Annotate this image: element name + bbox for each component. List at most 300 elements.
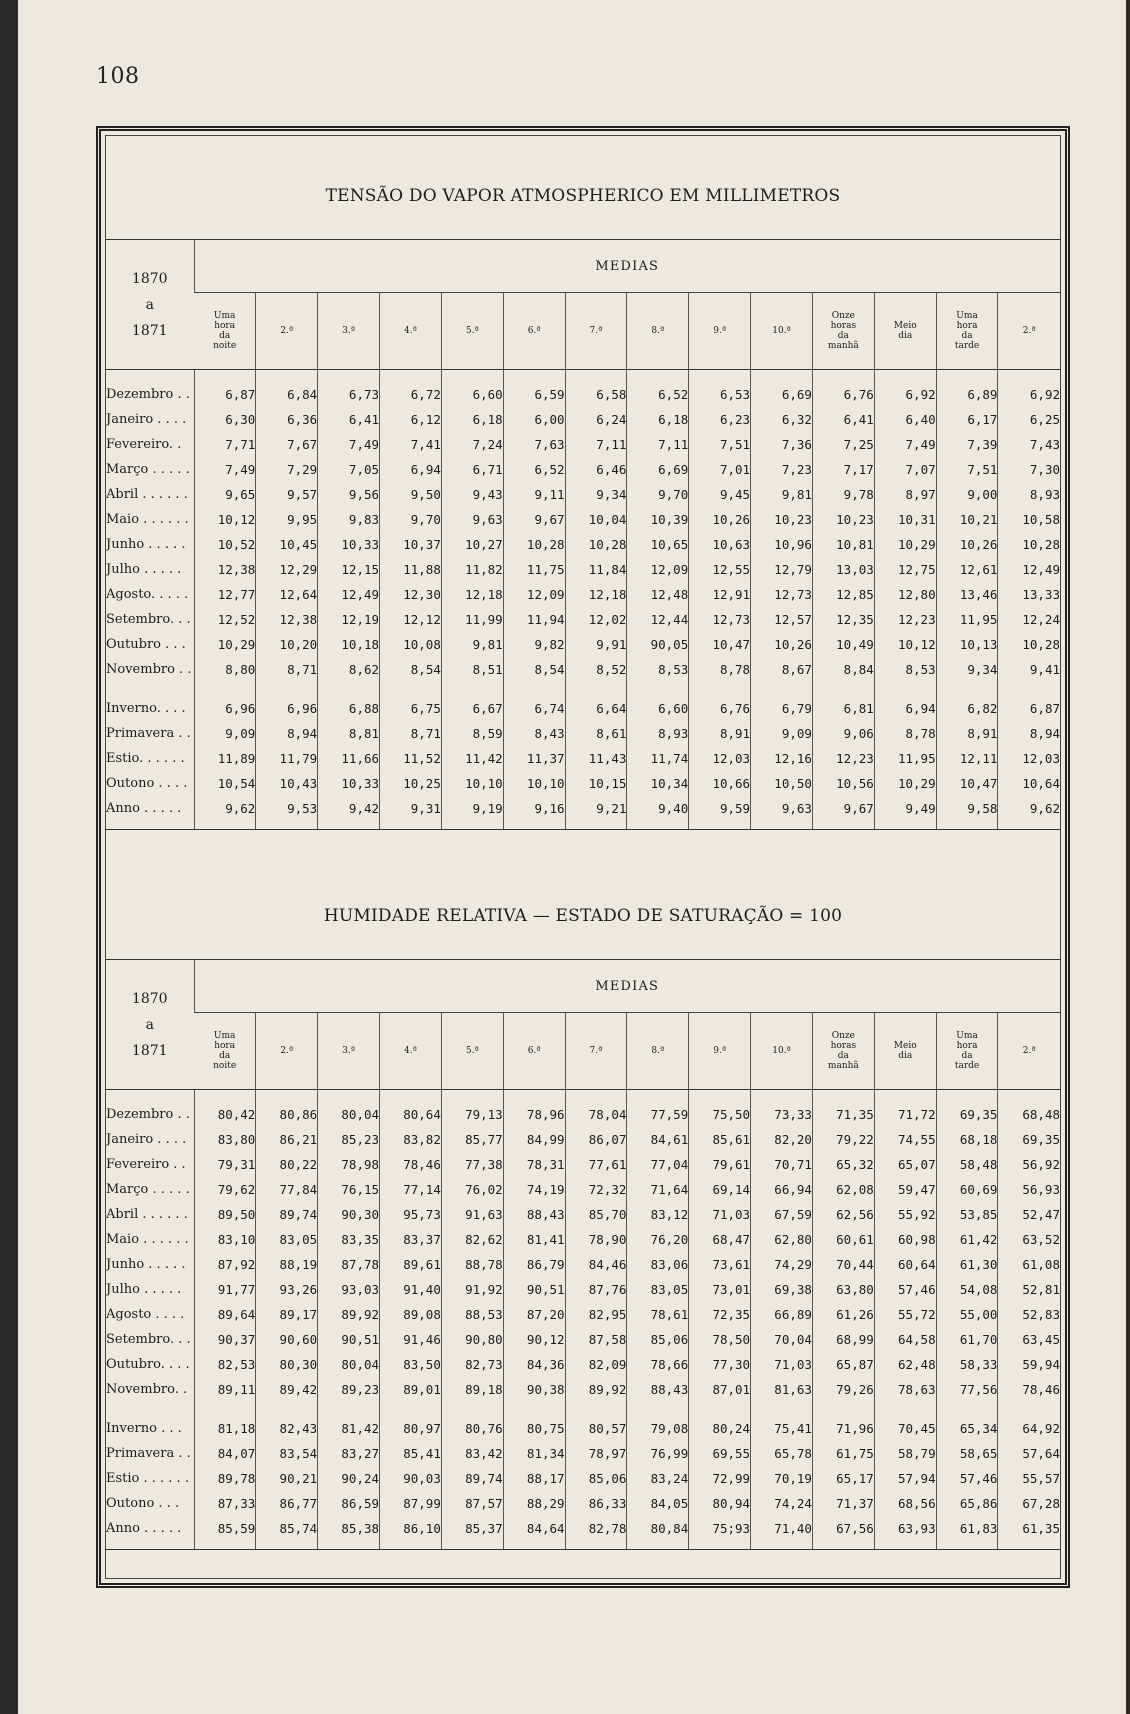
value-cell: 9,91 bbox=[565, 632, 627, 657]
value-cell: 9,70 bbox=[627, 482, 689, 507]
value-cell: 59,47 bbox=[874, 1177, 936, 1202]
value-cell: 12,49 bbox=[998, 557, 1060, 582]
value-cell: 8,53 bbox=[874, 657, 936, 682]
value-cell: 7,51 bbox=[689, 432, 751, 457]
value-cell: 8,78 bbox=[874, 721, 936, 746]
value-cell: 65,07 bbox=[874, 1152, 936, 1177]
row-label: Julho . . . . . bbox=[106, 1282, 182, 1297]
medias-header: MEDIAS bbox=[194, 960, 1060, 1013]
value-cell: 12,91 bbox=[689, 582, 751, 607]
value-cell: 9,19 bbox=[441, 796, 503, 830]
value-cell: 10,64 bbox=[998, 771, 1060, 796]
value-cell: 6,69 bbox=[627, 457, 689, 482]
value-cell: 9,67 bbox=[503, 507, 565, 532]
value-cell: 81,41 bbox=[503, 1227, 565, 1252]
value-cell: 12,12 bbox=[380, 607, 442, 632]
value-cell: 6,00 bbox=[503, 407, 565, 432]
value-cell: 89,74 bbox=[256, 1202, 318, 1227]
value-cell: 52,81 bbox=[998, 1277, 1060, 1302]
month-row bbox=[106, 1202, 1060, 1227]
value-cell: 6,36 bbox=[256, 407, 318, 432]
value-cell: 8,91 bbox=[689, 721, 751, 746]
column-header: Uma hora da noite bbox=[194, 293, 256, 370]
value-cell: 68,99 bbox=[812, 1327, 874, 1352]
value-cell: 11,42 bbox=[441, 746, 503, 771]
value-cell: 85,70 bbox=[565, 1202, 627, 1227]
value-cell: 12,57 bbox=[751, 607, 813, 632]
value-cell: 82,78 bbox=[565, 1516, 627, 1550]
value-cell: 10,26 bbox=[689, 507, 751, 532]
year-range-header bbox=[106, 240, 194, 370]
column-header: Uma hora da tarde bbox=[936, 293, 998, 370]
value-cell: 6,76 bbox=[689, 682, 751, 721]
value-cell: 6,87 bbox=[998, 682, 1060, 721]
value-cell: 85,06 bbox=[627, 1327, 689, 1352]
value-cell: 9,78 bbox=[812, 482, 874, 507]
value-cell: 10,21 bbox=[936, 507, 998, 532]
value-cell: 74,55 bbox=[874, 1127, 936, 1152]
value-cell: 8,93 bbox=[998, 482, 1060, 507]
value-cell: 60,64 bbox=[874, 1252, 936, 1277]
value-cell: 61,08 bbox=[998, 1252, 1060, 1277]
value-cell: 60,98 bbox=[874, 1227, 936, 1252]
section-title-relative-humidity: HUMIDADE RELATIVA — ESTADO DE SATURAÇÃO = 100 bbox=[323, 906, 843, 926]
value-cell: 73,01 bbox=[689, 1277, 751, 1302]
value-cell: 69,55 bbox=[689, 1441, 751, 1466]
value-cell: 12,49 bbox=[318, 582, 380, 607]
value-cell: 11,88 bbox=[380, 557, 442, 582]
value-cell: 83,12 bbox=[627, 1202, 689, 1227]
value-cell: 90,30 bbox=[318, 1202, 380, 1227]
value-cell: 68,47 bbox=[689, 1227, 751, 1252]
value-cell: 7,25 bbox=[812, 432, 874, 457]
column-header: 5.ª bbox=[441, 1013, 503, 1090]
value-cell: 6,41 bbox=[812, 407, 874, 432]
value-cell: 6,59 bbox=[503, 370, 565, 408]
row-label: Inverno. . . . bbox=[106, 701, 186, 716]
month-row bbox=[106, 1227, 1060, 1252]
column-header: Meio dia bbox=[874, 293, 936, 370]
table-frame bbox=[96, 126, 1070, 1588]
value-cell: 7,11 bbox=[565, 432, 627, 457]
medias-header: MEDIAS bbox=[194, 240, 1060, 293]
value-cell: 10,18 bbox=[318, 632, 380, 657]
value-cell: 13,33 bbox=[998, 582, 1060, 607]
value-cell: 60,69 bbox=[936, 1177, 998, 1202]
value-cell: 11,89 bbox=[194, 746, 256, 771]
value-cell: 7,49 bbox=[874, 432, 936, 457]
value-cell: 75,41 bbox=[751, 1402, 813, 1441]
value-cell: 90,38 bbox=[503, 1377, 565, 1402]
value-cell: 8,93 bbox=[627, 721, 689, 746]
value-cell: 80,22 bbox=[256, 1152, 318, 1177]
value-cell: 80,04 bbox=[318, 1352, 380, 1377]
value-cell: 10,29 bbox=[194, 632, 256, 657]
value-cell: 6,89 bbox=[936, 370, 998, 408]
row-label: Dezembro . . bbox=[106, 1107, 190, 1122]
value-cell: 9,53 bbox=[256, 796, 318, 830]
value-cell: 71,03 bbox=[751, 1352, 813, 1377]
value-cell: 83,42 bbox=[441, 1441, 503, 1466]
value-cell: 80,04 bbox=[318, 1090, 380, 1128]
value-cell: 12,29 bbox=[256, 557, 318, 582]
row-label: Junho . . . . . bbox=[106, 537, 186, 552]
value-cell: 7,23 bbox=[751, 457, 813, 482]
value-cell: 87,99 bbox=[380, 1491, 442, 1516]
year-range-start: 1870 bbox=[131, 990, 168, 1007]
row-label: Anno . . . . . bbox=[106, 1516, 194, 1550]
value-cell: 8,59 bbox=[441, 721, 503, 746]
value-cell: 83,37 bbox=[380, 1227, 442, 1252]
month-row bbox=[106, 607, 1060, 632]
value-cell: 7,43 bbox=[998, 432, 1060, 457]
value-cell: 73,61 bbox=[689, 1252, 751, 1277]
value-cell: 7,05 bbox=[318, 457, 380, 482]
row-label: Maio . . . . . . bbox=[106, 512, 189, 527]
month-row bbox=[106, 457, 1060, 482]
value-cell: 9,65 bbox=[194, 482, 256, 507]
value-cell: 10,23 bbox=[751, 507, 813, 532]
value-cell: 10,47 bbox=[689, 632, 751, 657]
value-cell: 85,61 bbox=[689, 1127, 751, 1152]
value-cell: 7,39 bbox=[936, 432, 998, 457]
year-range-end: 1871 bbox=[131, 322, 168, 339]
season-row bbox=[106, 1441, 1060, 1466]
value-cell: 79,62 bbox=[194, 1177, 256, 1202]
value-cell: 84,36 bbox=[503, 1352, 565, 1377]
value-cell: 81,42 bbox=[318, 1402, 380, 1441]
month-row bbox=[106, 632, 1060, 657]
value-cell: 79,13 bbox=[441, 1090, 503, 1128]
value-cell: 10,52 bbox=[194, 532, 256, 557]
value-cell: 82,62 bbox=[441, 1227, 503, 1252]
value-cell: 9,62 bbox=[194, 796, 256, 830]
value-cell: 91,77 bbox=[194, 1277, 256, 1302]
value-cell: 66,94 bbox=[751, 1177, 813, 1202]
value-cell: 11,75 bbox=[503, 557, 565, 582]
value-cell: 85,37 bbox=[441, 1516, 503, 1550]
value-cell: 89,18 bbox=[441, 1377, 503, 1402]
value-cell: 9,83 bbox=[318, 507, 380, 532]
value-cell: 10,28 bbox=[565, 532, 627, 557]
value-cell: 9,59 bbox=[689, 796, 751, 830]
value-cell: 80,86 bbox=[256, 1090, 318, 1128]
value-cell: 10,33 bbox=[318, 771, 380, 796]
value-cell: 89,01 bbox=[380, 1377, 442, 1402]
column-header: 2.ª bbox=[998, 1013, 1060, 1090]
value-cell: 12,38 bbox=[256, 607, 318, 632]
value-cell: 78,98 bbox=[318, 1152, 380, 1177]
row-label: Julho . . . . . bbox=[106, 562, 182, 577]
value-cell: 77,14 bbox=[380, 1177, 442, 1202]
value-cell: 79,26 bbox=[812, 1377, 874, 1402]
value-cell: 8,53 bbox=[627, 657, 689, 682]
value-cell: 70,71 bbox=[751, 1152, 813, 1177]
value-cell: 12,38 bbox=[194, 557, 256, 582]
value-cell: 82,53 bbox=[194, 1352, 256, 1377]
value-cell: 69,38 bbox=[751, 1277, 813, 1302]
value-cell: 10,25 bbox=[380, 771, 442, 796]
value-cell: 62,48 bbox=[874, 1352, 936, 1377]
year-range-sep: a bbox=[145, 1016, 154, 1033]
month-row bbox=[106, 432, 1060, 457]
value-cell: 74,29 bbox=[751, 1252, 813, 1277]
value-cell: 7,17 bbox=[812, 457, 874, 482]
value-cell: 56,93 bbox=[998, 1177, 1060, 1202]
value-cell: 76,15 bbox=[318, 1177, 380, 1202]
value-cell: 6,73 bbox=[318, 370, 380, 408]
value-cell: 11,94 bbox=[503, 607, 565, 632]
row-label: Setembro. . . bbox=[106, 1332, 191, 1347]
value-cell: 8,54 bbox=[503, 657, 565, 682]
value-cell: 12,73 bbox=[689, 607, 751, 632]
value-cell: 84,61 bbox=[627, 1127, 689, 1152]
row-label: Abril . . . . . . bbox=[106, 487, 188, 502]
row-label: Dezembro . . bbox=[106, 387, 190, 402]
value-cell: 85,06 bbox=[565, 1466, 627, 1491]
value-cell: 91,92 bbox=[441, 1277, 503, 1302]
value-cell: 83,05 bbox=[256, 1227, 318, 1252]
row-label: Estio. . . . . . bbox=[106, 751, 185, 766]
value-cell: 90,51 bbox=[503, 1277, 565, 1302]
value-cell: 77,84 bbox=[256, 1177, 318, 1202]
column-header: 9.ª bbox=[689, 293, 751, 370]
value-cell: 9,50 bbox=[380, 482, 442, 507]
value-cell: 10,47 bbox=[936, 771, 998, 796]
value-cell: 6,60 bbox=[627, 682, 689, 721]
value-cell: 82,20 bbox=[751, 1127, 813, 1152]
value-cell: 9,49 bbox=[874, 796, 936, 830]
value-cell: 6,87 bbox=[194, 370, 256, 408]
value-cell: 79,22 bbox=[812, 1127, 874, 1152]
value-cell: 90,80 bbox=[441, 1327, 503, 1352]
value-cell: 88,17 bbox=[503, 1466, 565, 1491]
value-cell: 72,32 bbox=[565, 1177, 627, 1202]
value-cell: 95,73 bbox=[380, 1202, 442, 1227]
value-cell: 61,35 bbox=[998, 1516, 1060, 1550]
value-cell: 90,37 bbox=[194, 1327, 256, 1352]
season-row bbox=[106, 771, 1060, 796]
value-cell: 58,65 bbox=[936, 1441, 998, 1466]
value-cell: 6,12 bbox=[380, 407, 442, 432]
value-cell: 78,04 bbox=[565, 1090, 627, 1128]
value-cell: 82,73 bbox=[441, 1352, 503, 1377]
value-cell: 67,59 bbox=[751, 1202, 813, 1227]
value-cell: 65,78 bbox=[751, 1441, 813, 1466]
value-cell: 89,17 bbox=[256, 1302, 318, 1327]
value-cell: 65,34 bbox=[936, 1402, 998, 1441]
value-cell: 71,35 bbox=[812, 1090, 874, 1128]
value-cell: 12,30 bbox=[380, 582, 442, 607]
row-label: Novembro . . bbox=[106, 662, 192, 677]
value-cell: 86,77 bbox=[256, 1491, 318, 1516]
row-label: Abril . . . . . . bbox=[106, 1207, 188, 1222]
value-cell: 80,42 bbox=[194, 1090, 256, 1128]
value-cell: 12,15 bbox=[318, 557, 380, 582]
value-cell: 77,59 bbox=[627, 1090, 689, 1128]
value-cell: 60,61 bbox=[812, 1227, 874, 1252]
row-label: Primavera . . bbox=[106, 726, 191, 741]
value-cell: 10,45 bbox=[256, 532, 318, 557]
value-cell: 52,47 bbox=[998, 1202, 1060, 1227]
value-cell: 61,30 bbox=[936, 1252, 998, 1277]
month-row bbox=[106, 582, 1060, 607]
value-cell: 6,71 bbox=[441, 457, 503, 482]
value-cell: 10,29 bbox=[874, 532, 936, 557]
value-cell: 10,50 bbox=[751, 771, 813, 796]
value-cell: 52,83 bbox=[998, 1302, 1060, 1327]
month-row bbox=[106, 370, 1060, 408]
value-cell: 54,08 bbox=[936, 1277, 998, 1302]
value-cell: 10,43 bbox=[256, 771, 318, 796]
value-cell: 6,94 bbox=[874, 682, 936, 721]
value-cell: 87,58 bbox=[565, 1327, 627, 1352]
value-cell: 84,46 bbox=[565, 1252, 627, 1277]
value-cell: 77,04 bbox=[627, 1152, 689, 1177]
value-cell: 85,74 bbox=[256, 1516, 318, 1550]
value-cell: 11,37 bbox=[503, 746, 565, 771]
value-cell: 89,11 bbox=[194, 1377, 256, 1402]
value-cell: 78,31 bbox=[503, 1152, 565, 1177]
season-row bbox=[106, 1402, 1060, 1441]
value-cell: 12,79 bbox=[751, 557, 813, 582]
month-row bbox=[106, 507, 1060, 532]
value-cell: 63,45 bbox=[998, 1327, 1060, 1352]
value-cell: 78,61 bbox=[627, 1302, 689, 1327]
value-cell: 7,71 bbox=[194, 432, 256, 457]
row-label: Agosto . . . . bbox=[106, 1307, 185, 1322]
value-cell: 6,82 bbox=[936, 682, 998, 721]
value-cell: 12,18 bbox=[565, 582, 627, 607]
value-cell: 6,17 bbox=[936, 407, 998, 432]
value-cell: 83,54 bbox=[256, 1441, 318, 1466]
value-cell: 85,59 bbox=[194, 1516, 256, 1550]
value-cell: 8,61 bbox=[565, 721, 627, 746]
value-cell: 9,81 bbox=[751, 482, 813, 507]
value-cell: 74,19 bbox=[503, 1177, 565, 1202]
value-cell: 12,09 bbox=[503, 582, 565, 607]
value-cell: 70,45 bbox=[874, 1402, 936, 1441]
value-cell: 88,43 bbox=[627, 1377, 689, 1402]
row-label: Novembro. . bbox=[106, 1382, 188, 1397]
column-header: 4.ª bbox=[380, 1013, 442, 1090]
value-cell: 80,84 bbox=[627, 1516, 689, 1550]
value-cell: 76,20 bbox=[627, 1227, 689, 1252]
column-header: 7.ª bbox=[565, 293, 627, 370]
value-cell: 89,50 bbox=[194, 1202, 256, 1227]
value-cell: 11,95 bbox=[936, 607, 998, 632]
value-cell: 82,43 bbox=[256, 1402, 318, 1441]
value-cell: 10,20 bbox=[256, 632, 318, 657]
value-cell: 12,64 bbox=[256, 582, 318, 607]
column-header: 2.ª bbox=[256, 1013, 318, 1090]
value-cell: 57,46 bbox=[936, 1466, 998, 1491]
value-cell: 10,96 bbox=[751, 532, 813, 557]
table-frame-inner bbox=[105, 135, 1061, 1579]
value-cell: 6,92 bbox=[998, 370, 1060, 408]
value-cell: 6,18 bbox=[627, 407, 689, 432]
value-cell: 80,97 bbox=[380, 1402, 442, 1441]
value-cell: 9,57 bbox=[256, 482, 318, 507]
row-label: Outono . . . . bbox=[106, 776, 188, 791]
value-cell: 6,58 bbox=[565, 370, 627, 408]
value-cell: 58,79 bbox=[874, 1441, 936, 1466]
value-cell: 88,53 bbox=[441, 1302, 503, 1327]
value-cell: 8,84 bbox=[812, 657, 874, 682]
value-cell: 65,87 bbox=[812, 1352, 874, 1377]
value-cell: 55,72 bbox=[874, 1302, 936, 1327]
value-cell: 12,55 bbox=[689, 557, 751, 582]
value-cell: 10,37 bbox=[380, 532, 442, 557]
value-cell: 12,09 bbox=[627, 557, 689, 582]
value-cell: 6,40 bbox=[874, 407, 936, 432]
value-cell: 9,34 bbox=[565, 482, 627, 507]
value-cell: 7,41 bbox=[380, 432, 442, 457]
value-cell: 10,63 bbox=[689, 532, 751, 557]
value-cell: 69,14 bbox=[689, 1177, 751, 1202]
value-cell: 90,12 bbox=[503, 1327, 565, 1352]
value-cell: 65,32 bbox=[812, 1152, 874, 1177]
value-cell: 89,92 bbox=[565, 1377, 627, 1402]
column-header: Onze horas da manhã bbox=[812, 1013, 874, 1090]
value-cell: 8,52 bbox=[565, 657, 627, 682]
value-cell: 78,66 bbox=[627, 1352, 689, 1377]
value-cell: 79,31 bbox=[194, 1152, 256, 1177]
document-page bbox=[18, 0, 1126, 1714]
value-cell: 9,42 bbox=[318, 796, 380, 830]
value-cell: 6,64 bbox=[565, 682, 627, 721]
season-row bbox=[106, 1491, 1060, 1516]
value-cell: 10,58 bbox=[998, 507, 1060, 532]
value-cell: 90,51 bbox=[318, 1327, 380, 1352]
value-cell: 8,54 bbox=[380, 657, 442, 682]
value-cell: 11,66 bbox=[318, 746, 380, 771]
month-row bbox=[106, 1302, 1060, 1327]
value-cell: 11,95 bbox=[874, 746, 936, 771]
value-cell: 78,50 bbox=[689, 1327, 751, 1352]
value-cell: 6,96 bbox=[256, 682, 318, 721]
value-cell: 83,80 bbox=[194, 1127, 256, 1152]
value-cell: 91,40 bbox=[380, 1277, 442, 1302]
value-cell: 9,41 bbox=[998, 657, 1060, 682]
column-header: Onze horas da manhã bbox=[812, 293, 874, 370]
value-cell: 55,00 bbox=[936, 1302, 998, 1327]
value-cell: 76,02 bbox=[441, 1177, 503, 1202]
value-cell: 7,63 bbox=[503, 432, 565, 457]
column-header: Meio dia bbox=[874, 1013, 936, 1090]
month-row bbox=[106, 1377, 1060, 1402]
value-cell: 9,95 bbox=[256, 507, 318, 532]
season-row bbox=[106, 1466, 1060, 1491]
value-cell: 91,46 bbox=[380, 1327, 442, 1352]
value-cell: 10,10 bbox=[441, 771, 503, 796]
value-cell: 79,61 bbox=[689, 1152, 751, 1177]
value-cell: 8,97 bbox=[874, 482, 936, 507]
value-cell: 6,69 bbox=[751, 370, 813, 408]
value-cell: 56,92 bbox=[998, 1152, 1060, 1177]
month-row bbox=[106, 1352, 1060, 1377]
row-label: Estio . . . . . . bbox=[106, 1471, 189, 1486]
value-cell: 6,52 bbox=[627, 370, 689, 408]
value-cell: 12,75 bbox=[874, 557, 936, 582]
value-cell: 90,24 bbox=[318, 1466, 380, 1491]
season-row bbox=[106, 682, 1060, 721]
value-cell: 85,77 bbox=[441, 1127, 503, 1152]
value-cell: 6,30 bbox=[194, 407, 256, 432]
value-cell: 8,67 bbox=[751, 657, 813, 682]
value-cell: 10,15 bbox=[565, 771, 627, 796]
value-cell: 7,49 bbox=[318, 432, 380, 457]
